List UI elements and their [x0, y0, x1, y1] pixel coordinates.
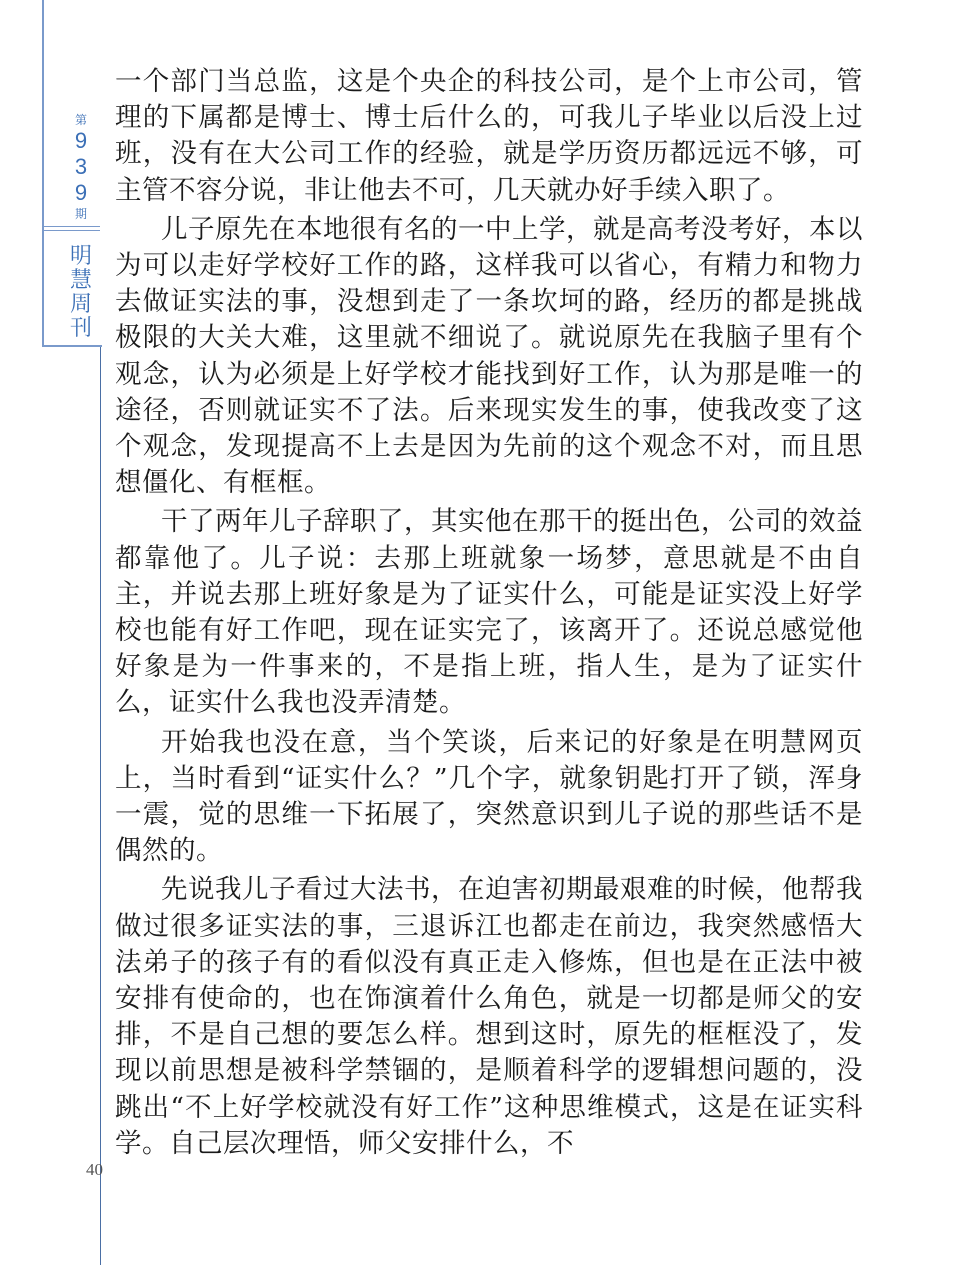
- issue-digit: 9: [74, 128, 88, 153]
- magazine-char: 周: [69, 292, 92, 317]
- magazine-char: 慧: [69, 268, 92, 293]
- magazine-char: 明: [69, 244, 92, 269]
- paragraph: 先说我儿子看过大法书，在迫害初期最艰难的时候，他帮我做过很多证实法的事，三退诉江也都走在前边，我突然感悟大法弟子的孩子有的看似没有真正走入修炼，但也是在正法中被安排有使命的，也在饰演着什么角色，就是一切都是师父的安排，不是自己想的要怎么样。想到这时，原先的框框没了，发现以前思想是被科学禁锢的，是顺着科学的逻辑想问题的，没跳出“不上好学校就没有好工作”这种思维模式，这是在证实科学。自己层次理悟，师父安排什么，不: [115, 874, 863, 1159]
- article-body: [115, 64, 863, 1165]
- paragraph: 儿子原先在本地很有名的一中上学，就是高考没考好，本以为可以走好学校好工作的路，这样我可以省心，有精力和物力去做证实法的事，没想到走了一条坎坷的路，经历的都是挑战极限的大关大难，这里就不细说了。就说原先在我脑子里有个观念，认为必须是上好学校才能找到好工作，认为那是唯一的途径，否则就证实不了法。后来现实发生的事，使我改变了这个观念，发现提高不上去是因为先前的这个观念不对，而且思想僵化、有框框。: [115, 213, 863, 499]
- page-number: 40: [86, 1160, 103, 1179]
- paragraph: 开始我也没在意，当个笑谈，后来记的好象是在明慧网页上，当时看到“证实什么？”几个字，就象钥匙打开了锁，浑身一震，觉的思维一下拓展了，突然意识到儿子说的那些话不是偶然的。: [115, 726, 863, 867]
- issue-prefix: 第: [74, 113, 87, 127]
- tab-divider: [44, 226, 100, 227]
- issue-number: [62, 112, 100, 222]
- paragraph: 干了两年儿子辞职了，其实他在那干的挺出色，公司的效益都靠他了。儿子说：去那上班就象一场梦，意思就是不由自主，并说去那上班好象是为了证实什么，可能是证实没上好学校也能有好工作吧，现在证实完了，该离开了。还说总感觉他好象是为一件事来的，不是指上班，指人生，是为了证实什么，证实什么我也没弄清楚。: [115, 506, 863, 719]
- paragraph: 一个部门当总监，这是个央企的科技公司，是个上市公司，管理的下属都是博士、博士后什么的，可我儿子毕业以后没上过班，没有在大公司工作的经验，就是学历资历都远远不够，可主管不容分说，非让他去不可，几天就办好手续入职了。: [115, 66, 863, 206]
- magazine-char: 刊: [69, 316, 92, 341]
- magazine-title: [62, 245, 100, 341]
- issue-suffix: 期: [74, 207, 87, 221]
- tab-divider: [44, 230, 100, 231]
- issue-digit: 9: [74, 180, 88, 205]
- issue-digit: 3: [74, 154, 88, 179]
